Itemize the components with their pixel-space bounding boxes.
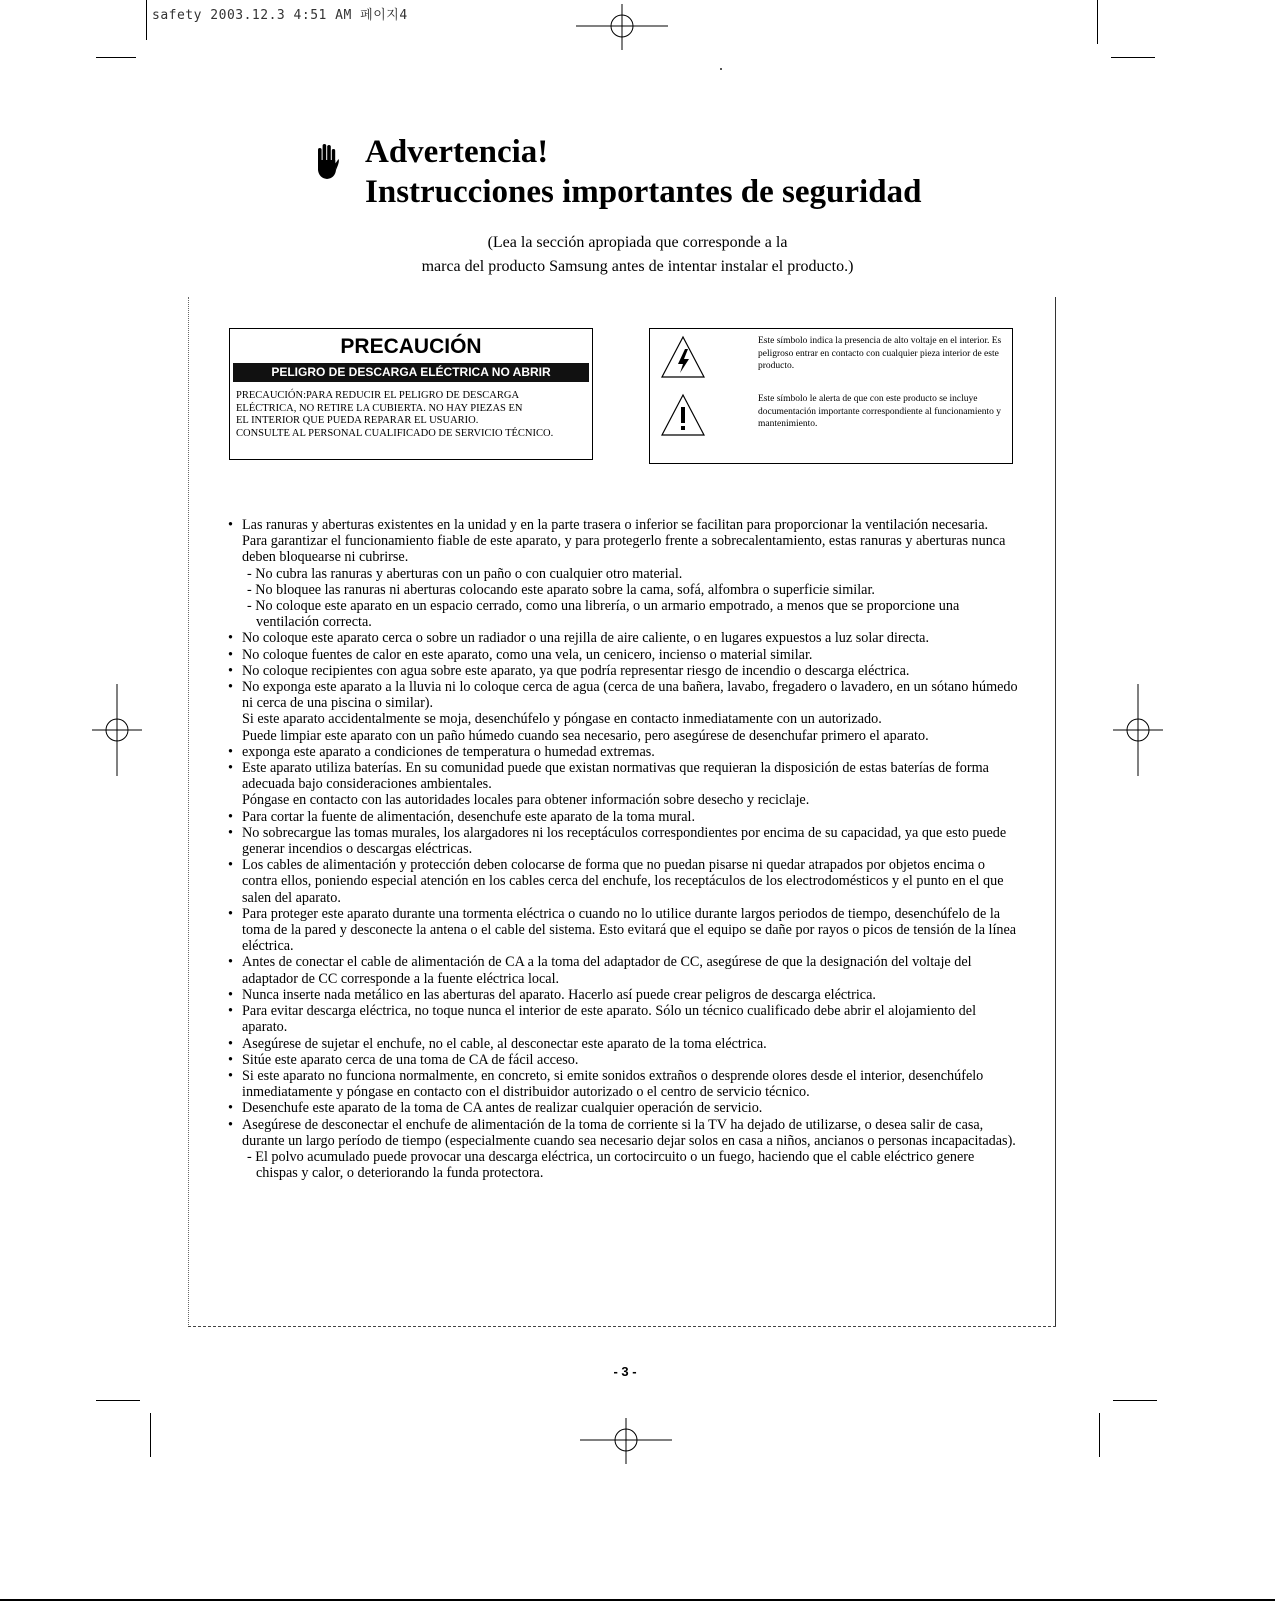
caution-line: PRECAUCIÓN:PARA REDUCIR EL PELIGRO DE DESCARGA [236,390,520,401]
lightning-warning-icon [660,335,706,379]
subtitle-line1: (Lea la sección apropiada que corresponde a la [487,234,788,251]
crop-mark [1113,1400,1157,1401]
list-item [228,906,1018,955]
bullet: • [228,1003,233,1020]
frame-bottom-border [188,1326,1056,1327]
important-docs-description: Este símbolo le alerta de que con este producto se incluye documentación importante correspondiente al funcionamiento y mantenimiento. [758,394,1001,429]
item-text: No coloque este aparato cerca o sobre un radiador o una rejilla de aire caliente, o en lugares expuestos a luz solar directa. [242,630,929,647]
item-subpoint: - El polvo acumulado puede provocar una descarga eléctrica, un cortocircuito o un fuego, haciendo que el cable eléctrico genere chispas y calor, o deteriorando la funda protectora. [247,1148,975,1182]
list-item [228,857,1018,906]
list-item [228,1100,1018,1116]
page-title-line1: Advertencia! [365,134,549,170]
bullet: • [228,824,233,841]
item-text: Si este aparato accidentalmente se moja, desenchúfelo y póngase en contacto inmediatamente con un autorizado. [242,711,882,728]
item-subpoint: - No bloquee las ranuras ni aberturas colocando este aparato sobre la cama, sofá, alfombra o superficie similar. [247,581,875,598]
bullet: • [228,1067,233,1084]
item-text: Antes de conectar el cable de alimentación de CA a la toma del adaptador de CC, asegúrese de que la designación del voltaje del adaptador de CC corresponde a la fuente eléctrica local. [242,954,972,987]
item-text: Puede limpiar este aparato con un paño húmedo cuando sea necesario, pero asegúrese de desenchufar primero el aparato. [242,727,929,744]
caution-line: EL INTERIOR QUE PUEDA REPARAR EL USUARIO. [236,415,479,426]
crop-mark [1097,0,1098,44]
list-item [228,1068,1018,1100]
bullet: • [228,954,233,971]
item-text: No coloque fuentes de calor en este aparato, como una vela, un cenicero, incienso o material similar. [242,646,813,663]
subtitle-line2: marca del producto Samsung antes de intentar instalar el producto.) [421,258,854,275]
bullet: • [228,679,233,696]
crop-mark [96,57,136,58]
item-text: exponga este aparato a condiciones de temperatura o humedad extremas. [242,743,655,760]
bullet: • [228,646,233,663]
page-number: - 3 - [613,1364,637,1379]
bullet: • [228,630,233,647]
safety-instructions-list [228,517,1018,1181]
item-subpoint: - No coloque este aparato en un espacio cerrado, como una librería, o un armario empotrado, a menos que se proporcione una ventilación correcta. [247,598,960,631]
bullet: • [228,808,233,825]
frame-right-border [1055,297,1056,1327]
item-text: Este aparato utiliza baterías. En su comunidad puede que existan normativas que requieran la disposición de estas baterías de forma adecuada bajo consideraciones ambientales. [242,760,989,793]
bullet: • [228,1100,233,1117]
hand-stop-icon [315,142,339,182]
list-item [228,809,1018,825]
bottom-rule [0,1599,1275,1601]
list-item [228,954,1018,986]
subtitle [200,231,1075,279]
item-text: No exponga este aparato a la lluvia ni lo coloque cerca de agua (cerca de una bañera, lavabo, fregadero o lavadero, en un sótano húmedo ni cerca de una piscina o similar). [242,679,1018,712]
bullet: • [228,1116,233,1133]
list-item [228,760,1018,809]
item-text: No coloque recipientes con agua sobre este aparato, ya que podría representar riesgo de incendio o descarga eléctrica. [242,662,910,679]
bullet: • [228,986,233,1003]
exclamation-warning-icon [660,393,706,437]
list-item [228,1003,1018,1035]
bullet: • [228,760,233,777]
list-item [228,630,1018,646]
registration-mark-top [576,4,668,50]
crop-mark [146,0,147,40]
caution-line: CONSULTE AL PERSONAL CUALIFICADO DE SERVICIO TÉCNICO. [236,427,554,439]
item-text: Nunca inserte nada metálico en las aberturas del aparato. Hacerlo así puede crear peligros de descarga eléctrica. [242,986,876,1003]
bullet: • [228,1035,233,1052]
item-text: Para proteger este aparato durante una tormenta eléctrica o cuando no lo utilice durante largos periodos de tiempo, desenchúfelo de la toma de la pared y desconecte la antena o el cable del sistema. Esto evitará que el equipo se dañe por rayos o picos de tensión de la línea eléctrica. [242,905,1017,955]
list-item [228,825,1018,857]
item-text: Sitúe este aparato cerca de una toma de CA de fácil acceso. [242,1051,579,1068]
list-item [228,1117,1018,1182]
item-text: Asegúrese de desconectar el enchufe de alimentación de la toma de corriente si la TV ha dejado de utilizarse, o desea salir de casa, durante un largo período de tiempo (especialmente cuando sea necesario dejar solos en casa a niños, ancianos o personas incapacitadas). [242,1116,1016,1149]
print-slug: safety 2003.12.3 4:51 AM 페이지4 [152,8,408,23]
registration-mark-right [1113,684,1163,776]
item-text: Si este aparato no funciona normalmente, en concreto, si emite sonidos extraños o desprende olores desde el interior, desenchúfelo inmediatamente y póngase en contacto con el distribuidor autorizado o el centro de servicio técnico. [242,1067,984,1101]
warning-symbols-box [649,328,1013,464]
item-text: Los cables de alimentación y protección deben colocarse de forma que no puedan pisarse ni quedar atrapados por objetos encima o contra ellos, poniendo especial atención en los cables cerca del enchufe, los receptáculos de los electrodomésticos y el punto en el que salen del aparato. [242,857,1004,906]
crop-mark [96,1400,140,1401]
list-item [228,663,1018,679]
crop-mark [1111,57,1155,58]
item-text: Póngase en contacto con las autoridades locales para obtener información sobre desecho y reciclaje. [242,792,810,809]
caution-title: PRECAUCIÓN [340,335,482,358]
item-text: Para cortar la fuente de alimentación, desenchufe este aparato de la toma mural. [242,808,695,825]
list-item [228,647,1018,663]
bullet: • [228,517,233,533]
list-item [228,1036,1018,1052]
item-text: Desenchufe este aparato de la toma de CA antes de realizar cualquier operación de servicio. [242,1100,763,1117]
bullet: • [228,743,233,760]
scan-speck [720,68,722,70]
caution-line: ELÉCTRICA, NO RETIRE LA CUBIERTA. NO HAY PIEZAS EN [236,402,523,414]
caution-banner: PELIGRO DE DESCARGA ELÉCTRICA NO ABRIR [233,363,589,382]
item-text: Para garantizar el funcionamiento fiable de este aparato, y para protegerlo frente a sobrecalentamiento, estas ranuras y aberturas nunca deben bloquearse ni cubrirse. [242,533,1006,566]
item-text: Para evitar descarga eléctrica, no toque nunca el interior de este aparato. Sólo un técnico cualificado debe abrir el alojamiento del aparato. [242,1003,977,1036]
caution-label-box [229,328,593,460]
high-voltage-description: Este símbolo indica la presencia de alto voltaje en el interior. Es peligroso entrar en contacto con cualquier pieza interior de este producto. [758,336,1002,371]
frame-left-border [188,297,189,1327]
list-item [228,744,1018,760]
item-text: No sobrecargue las tomas murales, los alargadores ni los receptáculos correspondientes por encima de su capacidad, ya que esto puede generar incendios o descargas eléctricas. [242,824,1007,858]
item-text: Las ranuras y aberturas existentes en la unidad y en la parte trasera o inferior se facilitan para proporcionar la ventilación necesaria. [242,517,989,533]
list-item [228,679,1018,744]
bullet: • [228,857,233,874]
list-item [228,987,1018,1003]
list-item [228,517,1018,630]
registration-mark-bottom [580,1418,672,1464]
item-text: Asegúrese de sujetar el enchufe, no el cable, al desconectar este aparato de la toma eléctrica. [242,1035,767,1052]
caution-text [230,382,592,440]
bullet: • [228,905,233,922]
crop-mark [150,1413,151,1457]
page-title-line2: Instrucciones importantes de seguridad [365,174,922,210]
registration-mark-left [92,684,142,776]
bullet: • [228,1051,233,1068]
list-item [228,1052,1018,1068]
crop-mark [1099,1413,1100,1457]
item-subpoint: - No cubra las ranuras y aberturas con un paño o con cualquier otro material. [247,565,683,582]
bullet: • [228,662,233,679]
